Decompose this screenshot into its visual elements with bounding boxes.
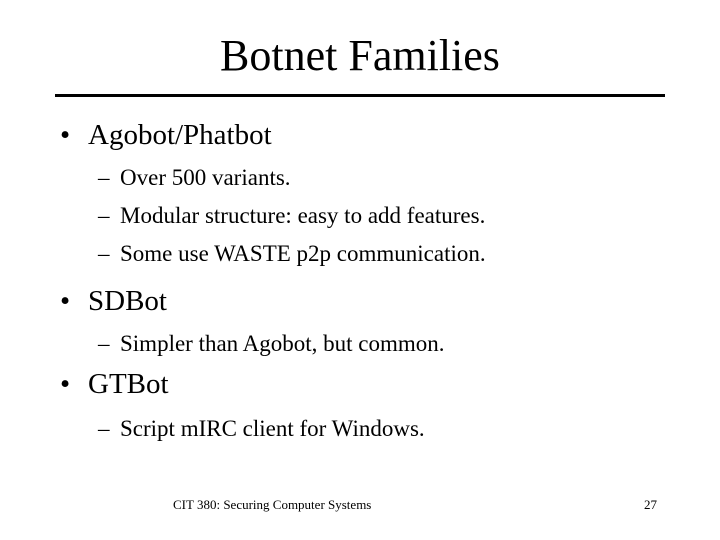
dash-icon: – xyxy=(98,203,110,228)
sub-item-text: Simpler than Agobot, but common. xyxy=(120,331,445,356)
dash-icon: – xyxy=(98,241,110,266)
sub-item-text: Modular structure: easy to add features. xyxy=(120,203,486,228)
dash-icon: – xyxy=(98,416,110,441)
bullet-label: Agobot/Phatbot xyxy=(88,119,272,151)
footer-course-title: CIT 380: Securing Computer Systems xyxy=(173,497,372,512)
sub-item xyxy=(98,240,486,268)
dash-icon: – xyxy=(98,165,110,190)
bullet-gtbot xyxy=(60,367,169,401)
slide-title: Botnet Families xyxy=(220,31,500,80)
bullet-dot-icon: • xyxy=(60,285,71,317)
sub-item xyxy=(98,415,425,443)
bullet-dot-icon: • xyxy=(60,368,71,400)
bullet-label: SDBot xyxy=(88,285,167,317)
sub-item xyxy=(98,330,445,358)
sub-item xyxy=(98,202,485,230)
sub-item xyxy=(98,164,291,192)
sub-item-text: Over 500 variants. xyxy=(120,165,291,190)
page-number: 27 xyxy=(644,497,657,512)
bullet-sdbot xyxy=(60,284,167,318)
sub-item-text: Some use WASTE p2p communication. xyxy=(120,241,486,266)
dash-icon: – xyxy=(98,331,110,356)
sub-item-text: Script mIRC client for Windows. xyxy=(120,416,425,441)
bullet-label: GTBot xyxy=(88,368,169,400)
bullet-dot-icon: • xyxy=(60,119,71,151)
bullet-agobot xyxy=(60,118,272,152)
